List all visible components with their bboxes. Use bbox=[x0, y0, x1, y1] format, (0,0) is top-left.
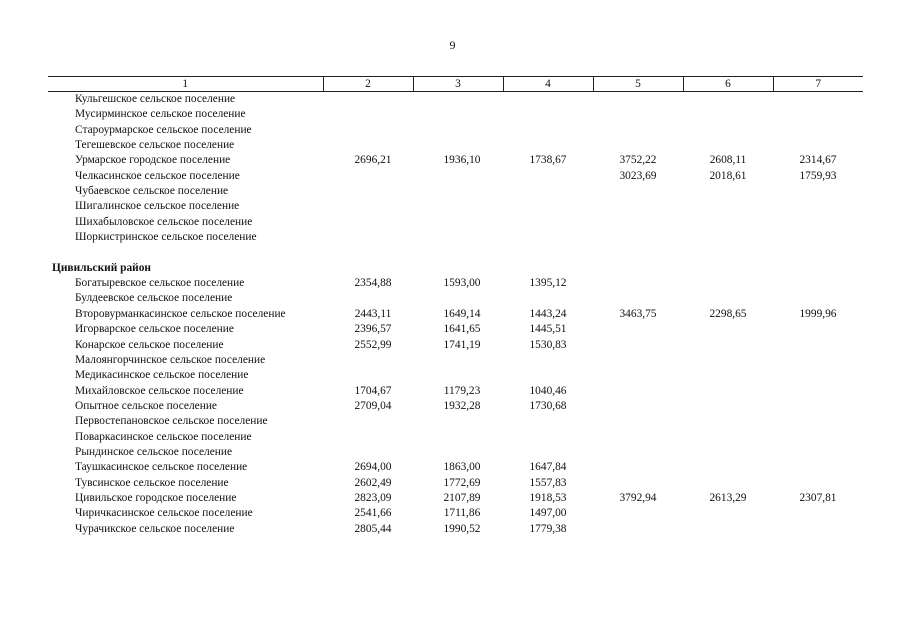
value-cell-col-4 bbox=[503, 230, 593, 245]
value-cell-col-6 bbox=[683, 445, 773, 460]
value-cell-col-6: 2018,61 bbox=[709, 169, 747, 182]
value-cell-col-2: 2709,04 bbox=[354, 399, 392, 412]
table-row bbox=[48, 199, 863, 214]
value-cell-col-5 bbox=[593, 123, 683, 138]
table-row bbox=[48, 338, 863, 353]
value-cell-col-7 bbox=[773, 414, 863, 429]
value-cell-col-4: 1445,51 bbox=[529, 323, 567, 336]
value-cell-col-5 bbox=[593, 460, 683, 475]
value-cell-col-3: 1711,86 bbox=[443, 507, 481, 520]
value-cell-col-6 bbox=[683, 138, 773, 153]
settlement-name: Михайловское сельское поселение bbox=[75, 384, 244, 397]
table-row bbox=[48, 307, 863, 322]
value-cell-col-3 bbox=[413, 107, 503, 122]
value-cell-col-7 bbox=[773, 445, 863, 460]
value-cell-col-5: 3792,94 bbox=[619, 491, 657, 504]
value-cell-col-4: 1443,24 bbox=[529, 307, 567, 320]
value-cell-col-2: 2443,11 bbox=[354, 307, 392, 320]
value-cell-col-4: 1395,12 bbox=[529, 277, 567, 290]
value-cell-col-6 bbox=[683, 430, 773, 445]
value-cell-col-7 bbox=[773, 353, 863, 368]
column-header-6: 6 bbox=[683, 77, 773, 92]
settlement-name: Кульгешское сельское поселение bbox=[75, 93, 236, 105]
settlement-name: Тегешевское сельское поселение bbox=[75, 139, 235, 152]
table-row bbox=[48, 169, 863, 184]
value-cell-col-4 bbox=[503, 245, 593, 260]
settlement-name: Рындинское сельское поселение bbox=[75, 445, 233, 458]
value-cell-col-3 bbox=[413, 215, 503, 230]
value-cell-col-3: 1863,00 bbox=[443, 461, 481, 474]
settlement-name: Игорварское сельское поселение bbox=[75, 323, 234, 336]
value-cell-col-4 bbox=[503, 215, 593, 230]
value-cell-col-5 bbox=[593, 245, 683, 260]
value-cell-col-5 bbox=[593, 384, 683, 399]
value-cell-col-7 bbox=[773, 92, 863, 108]
table-row bbox=[48, 123, 863, 138]
value-cell-col-7: 1999,96 bbox=[799, 307, 837, 320]
table-row bbox=[48, 353, 863, 368]
column-header-1: 1 bbox=[48, 77, 323, 92]
table-row bbox=[48, 384, 863, 399]
settlement-name: Первостепановское сельское поселение bbox=[75, 415, 268, 428]
settlement-name bbox=[48, 245, 323, 260]
value-cell-col-4: 1040,46 bbox=[529, 384, 567, 397]
value-cell-col-7 bbox=[773, 460, 863, 475]
value-cell-col-3 bbox=[413, 138, 503, 153]
value-cell-col-7 bbox=[773, 123, 863, 138]
value-cell-col-3 bbox=[413, 445, 503, 460]
value-cell-col-2 bbox=[323, 430, 413, 445]
value-cell-col-5 bbox=[593, 107, 683, 122]
value-cell-col-7 bbox=[773, 215, 863, 230]
value-cell-col-5 bbox=[593, 522, 683, 537]
value-cell-col-3 bbox=[413, 368, 503, 383]
value-cell-col-5 bbox=[593, 199, 683, 214]
value-cell-col-3 bbox=[413, 353, 503, 368]
value-cell-col-3 bbox=[413, 245, 503, 260]
value-cell-col-2: 2694,00 bbox=[354, 461, 392, 474]
table-row bbox=[48, 230, 863, 245]
value-cell-col-6 bbox=[683, 291, 773, 306]
value-cell-col-2 bbox=[323, 353, 413, 368]
settlement-name: Конарское сельское поселение bbox=[75, 338, 224, 351]
value-cell-col-3: 1593,00 bbox=[443, 277, 481, 290]
value-cell-col-3 bbox=[413, 123, 503, 138]
value-cell-col-2: 2602,49 bbox=[354, 476, 392, 489]
value-cell-col-6 bbox=[683, 353, 773, 368]
value-cell-col-7 bbox=[773, 399, 863, 414]
value-cell-col-4 bbox=[503, 107, 593, 122]
settlement-name: Шоркистринское сельское поселение bbox=[75, 231, 257, 244]
value-cell-col-7 bbox=[773, 430, 863, 445]
value-cell-col-6 bbox=[683, 184, 773, 199]
value-cell-col-5 bbox=[593, 322, 683, 337]
settlement-name: Малоянгорчинское сельское поселение bbox=[75, 353, 266, 366]
value-cell-col-5 bbox=[593, 138, 683, 153]
value-cell-col-6 bbox=[683, 506, 773, 521]
value-cell-col-3: 1741,19 bbox=[443, 338, 481, 351]
column-header-2: 2 bbox=[323, 77, 413, 92]
value-cell-col-2 bbox=[323, 199, 413, 214]
value-cell-col-7 bbox=[773, 184, 863, 199]
value-cell-col-3 bbox=[413, 414, 503, 429]
value-cell-col-2: 2541,66 bbox=[354, 507, 392, 520]
settlement-name: Чурачикское сельское поселение bbox=[75, 522, 235, 535]
value-cell-col-4 bbox=[503, 123, 593, 138]
value-cell-col-2 bbox=[323, 215, 413, 230]
value-cell-col-2 bbox=[323, 169, 413, 184]
value-cell-col-2: 2696,21 bbox=[354, 154, 392, 167]
value-cell-col-7 bbox=[773, 261, 863, 276]
value-cell-col-2 bbox=[323, 245, 413, 260]
table-row bbox=[48, 368, 863, 383]
value-cell-col-5 bbox=[593, 291, 683, 306]
value-cell-col-6 bbox=[683, 338, 773, 353]
value-cell-col-5: 3752,22 bbox=[619, 154, 657, 167]
value-cell-col-2: 1704,67 bbox=[354, 384, 392, 397]
column-header-4: 4 bbox=[503, 77, 593, 92]
settlement-name: Урмарское городское поселение bbox=[75, 154, 231, 167]
value-cell-col-6 bbox=[683, 215, 773, 230]
value-cell-col-5 bbox=[593, 338, 683, 353]
value-cell-col-4: 1647,84 bbox=[529, 461, 567, 474]
value-cell-col-5 bbox=[593, 276, 683, 291]
value-cell-col-5 bbox=[593, 368, 683, 383]
value-cell-col-7 bbox=[773, 338, 863, 353]
value-cell-col-2 bbox=[323, 368, 413, 383]
value-cell-col-5 bbox=[593, 399, 683, 414]
value-cell-col-5 bbox=[593, 353, 683, 368]
value-cell-col-7 bbox=[773, 384, 863, 399]
value-cell-col-5 bbox=[593, 215, 683, 230]
value-cell-col-7: 2314,67 bbox=[799, 154, 837, 167]
table-row bbox=[48, 92, 863, 108]
value-cell-col-4: 1738,67 bbox=[529, 154, 567, 167]
table-row bbox=[48, 399, 863, 414]
column-header-7: 7 bbox=[773, 77, 863, 92]
value-cell-col-2: 2396,57 bbox=[354, 323, 392, 336]
value-cell-col-2: 2552,99 bbox=[354, 338, 392, 351]
value-cell-col-6 bbox=[683, 230, 773, 245]
value-cell-col-4: 1497,00 bbox=[529, 507, 567, 520]
header-row bbox=[48, 77, 863, 92]
value-cell-col-2 bbox=[323, 138, 413, 153]
value-cell-col-6 bbox=[683, 92, 773, 108]
table-row bbox=[48, 460, 863, 475]
table-row bbox=[48, 153, 863, 168]
value-cell-col-6 bbox=[683, 123, 773, 138]
value-cell-col-5 bbox=[593, 445, 683, 460]
table-row bbox=[48, 506, 863, 521]
value-cell-col-7 bbox=[773, 276, 863, 291]
settlement-name: Чиричкасинское сельское поселение bbox=[75, 507, 253, 520]
value-cell-col-4 bbox=[503, 445, 593, 460]
value-cell-col-2: 2805,44 bbox=[354, 522, 392, 535]
value-cell-col-7 bbox=[773, 476, 863, 491]
value-cell-col-3 bbox=[413, 92, 503, 108]
table-row bbox=[48, 184, 863, 199]
value-cell-col-6 bbox=[683, 276, 773, 291]
value-cell-col-4 bbox=[503, 414, 593, 429]
value-cell-col-3 bbox=[413, 184, 503, 199]
value-cell-col-5 bbox=[593, 414, 683, 429]
value-cell-col-2 bbox=[323, 107, 413, 122]
column-header-3: 3 bbox=[413, 77, 503, 92]
value-cell-col-6 bbox=[683, 399, 773, 414]
value-cell-col-2 bbox=[323, 92, 413, 108]
value-cell-col-3: 1641,65 bbox=[443, 323, 481, 336]
table-row bbox=[48, 414, 863, 429]
settlement-name: Тувсинское сельское поселение bbox=[75, 476, 229, 489]
value-cell-col-2 bbox=[323, 291, 413, 306]
settlement-name: Таушкасинское сельское поселение bbox=[75, 461, 248, 474]
value-cell-col-7: 2307,81 bbox=[799, 491, 837, 504]
value-cell-col-5 bbox=[593, 92, 683, 108]
settlement-name: Чубаевское сельское поселение bbox=[75, 185, 229, 198]
value-cell-col-2 bbox=[323, 414, 413, 429]
value-cell-col-5 bbox=[593, 184, 683, 199]
value-cell-col-3: 1649,14 bbox=[443, 307, 481, 320]
value-cell-col-6: 2298,65 bbox=[709, 307, 747, 320]
value-cell-col-7 bbox=[773, 230, 863, 245]
settlement-name: Богатыревское сельское поселение bbox=[75, 277, 245, 290]
value-cell-col-5 bbox=[593, 430, 683, 445]
value-cell-col-3 bbox=[413, 230, 503, 245]
value-cell-col-6 bbox=[683, 522, 773, 537]
value-cell-col-6 bbox=[683, 107, 773, 122]
value-cell-col-6 bbox=[683, 384, 773, 399]
value-cell-col-6 bbox=[683, 460, 773, 475]
settlement-name: Староурмарское сельское поселение bbox=[75, 123, 252, 136]
value-cell-col-4: 1530,83 bbox=[529, 338, 567, 351]
settlement-name: Поваркасинское сельское поселение bbox=[75, 430, 252, 443]
value-cell-col-6 bbox=[683, 414, 773, 429]
value-cell-col-5 bbox=[593, 476, 683, 491]
value-cell-col-6: 2608,11 bbox=[709, 154, 747, 167]
value-cell-col-3 bbox=[413, 169, 503, 184]
value-cell-col-7 bbox=[773, 506, 863, 521]
value-cell-col-4 bbox=[503, 169, 593, 184]
value-cell-col-4 bbox=[503, 291, 593, 306]
value-cell-col-7 bbox=[773, 107, 863, 122]
page-number: 9 bbox=[449, 38, 456, 52]
settlement-name: Второвурманкасинское сельское поселение bbox=[75, 307, 286, 320]
table-row bbox=[48, 291, 863, 306]
value-cell-col-7 bbox=[773, 368, 863, 383]
value-cell-col-4: 1557,83 bbox=[529, 476, 567, 489]
table-row bbox=[48, 491, 863, 506]
value-cell-col-7 bbox=[773, 245, 863, 260]
value-cell-col-2: 2823,09 bbox=[354, 491, 392, 504]
settlement-name: Булдеевское сельское поселение bbox=[75, 292, 233, 305]
value-cell-col-6: 2613,29 bbox=[709, 491, 747, 504]
value-cell-col-7 bbox=[773, 199, 863, 214]
settlement-name: Опытное сельское поселение bbox=[75, 399, 217, 412]
table-row bbox=[48, 138, 863, 153]
settlement-name: Шигалинское сельское поселение bbox=[75, 200, 240, 213]
value-cell-col-3 bbox=[413, 291, 503, 306]
value-cell-col-4: 1779,38 bbox=[529, 522, 567, 535]
settlement-name: Шихабыловское сельское поселение bbox=[75, 215, 253, 228]
settlement-name: Челкасинское сельское поселение bbox=[75, 169, 240, 182]
value-cell-col-6 bbox=[683, 245, 773, 260]
table-row bbox=[48, 522, 863, 537]
value-cell-col-2 bbox=[323, 123, 413, 138]
table-row bbox=[48, 215, 863, 230]
value-cell-col-3: 1179,23 bbox=[443, 384, 481, 397]
column-header-5: 5 bbox=[593, 77, 683, 92]
table-header bbox=[48, 77, 863, 92]
value-cell-col-4 bbox=[503, 430, 593, 445]
value-cell-col-4 bbox=[503, 368, 593, 383]
value-cell-col-6 bbox=[683, 476, 773, 491]
value-cell-col-6 bbox=[683, 368, 773, 383]
value-cell-col-7 bbox=[773, 322, 863, 337]
value-cell-col-7: 1759,93 bbox=[799, 169, 837, 182]
value-cell-col-7 bbox=[773, 522, 863, 537]
district-row bbox=[48, 261, 863, 276]
table-row bbox=[48, 430, 863, 445]
value-cell-col-3 bbox=[413, 199, 503, 214]
value-cell-col-2 bbox=[323, 445, 413, 460]
table-row bbox=[48, 445, 863, 460]
value-cell-col-2: 2354,88 bbox=[354, 277, 392, 290]
table-row bbox=[48, 276, 863, 291]
value-cell-col-3: 2107,89 bbox=[443, 491, 481, 504]
value-cell-col-4 bbox=[503, 199, 593, 214]
settlement-name: Мусирминское сельское поселение bbox=[75, 108, 246, 121]
value-cell-col-3 bbox=[413, 261, 503, 276]
table-body bbox=[48, 92, 863, 537]
table-row bbox=[48, 107, 863, 122]
value-cell-col-4 bbox=[503, 184, 593, 199]
value-cell-col-3: 1990,52 bbox=[443, 522, 481, 535]
district-name: Цивильский район bbox=[52, 261, 151, 274]
value-cell-col-2 bbox=[323, 261, 413, 276]
value-cell-col-4 bbox=[503, 92, 593, 108]
data-table bbox=[48, 76, 863, 537]
value-cell-col-7 bbox=[773, 138, 863, 153]
value-cell-col-4 bbox=[503, 138, 593, 153]
value-cell-col-5 bbox=[593, 261, 683, 276]
value-cell-col-6 bbox=[683, 322, 773, 337]
value-cell-col-7 bbox=[773, 291, 863, 306]
value-cell-col-2 bbox=[323, 184, 413, 199]
value-cell-col-4 bbox=[503, 261, 593, 276]
value-cell-col-3: 1932,28 bbox=[443, 399, 481, 412]
value-cell-col-5 bbox=[593, 506, 683, 521]
settlement-name: Цивильское городское поселение bbox=[75, 491, 237, 504]
value-cell-col-5 bbox=[593, 230, 683, 245]
table-row bbox=[48, 476, 863, 491]
value-cell-col-3 bbox=[413, 430, 503, 445]
value-cell-col-6 bbox=[683, 199, 773, 214]
table-row bbox=[48, 322, 863, 337]
value-cell-col-3: 1936,10 bbox=[443, 154, 481, 167]
value-cell-col-3: 1772,69 bbox=[443, 476, 481, 489]
value-cell-col-4 bbox=[503, 353, 593, 368]
value-cell-col-6 bbox=[683, 261, 773, 276]
value-cell-col-5: 3023,69 bbox=[619, 169, 657, 182]
value-cell-col-5: 3463,75 bbox=[619, 307, 657, 320]
value-cell-col-4: 1730,68 bbox=[529, 399, 567, 412]
spacer-row bbox=[48, 245, 863, 260]
settlement-name: Медикасинское сельское поселение bbox=[75, 369, 249, 382]
value-cell-col-4: 1918,53 bbox=[529, 491, 567, 504]
value-cell-col-2 bbox=[323, 230, 413, 245]
